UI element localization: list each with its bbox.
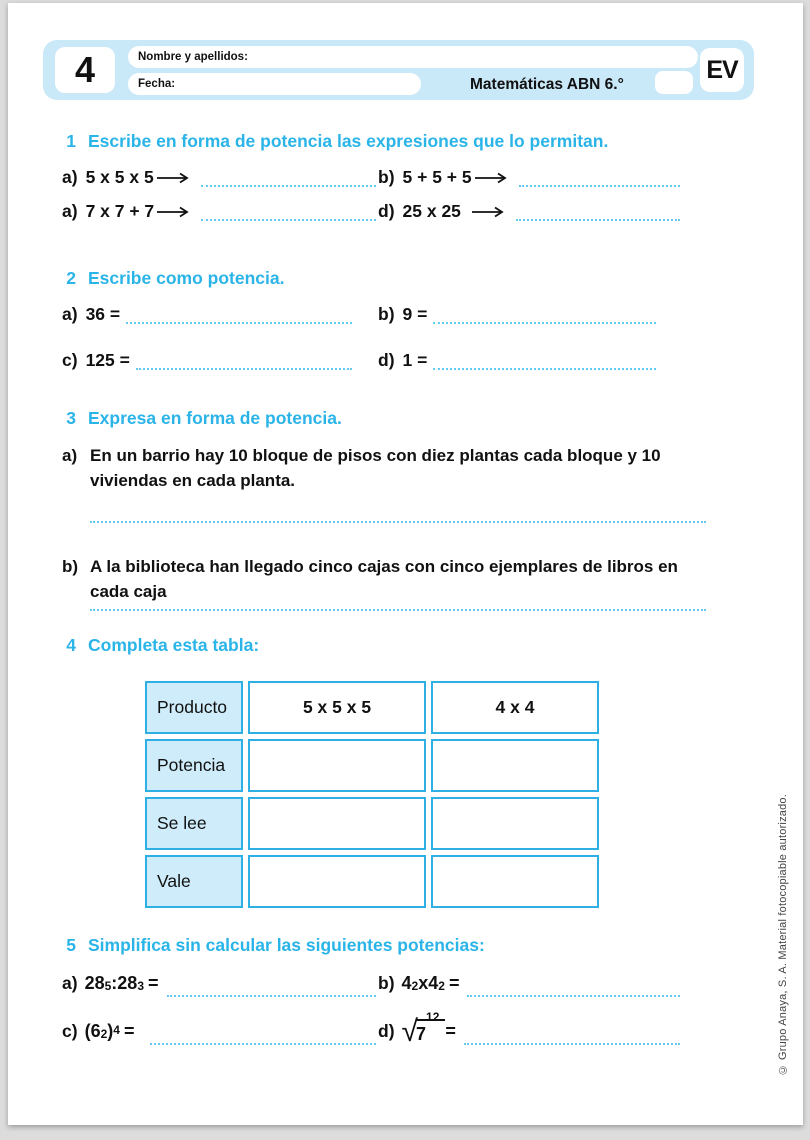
exercise-3 [62, 407, 710, 611]
date-field-label: Fecha: [138, 78, 176, 90]
exercise-number: 3 [66, 408, 76, 428]
exercise-title-text: Simplifica sin calcular las siguientes potencias: [88, 935, 485, 955]
item-letter: c) [62, 350, 78, 370]
operator: x [418, 973, 429, 993]
table-row-label: Potencia [145, 739, 243, 792]
answer-blank[interactable] [519, 169, 680, 187]
equals-sign: = [123, 1021, 135, 1041]
ex5-item-a: a) 28 $^5$ : 28 $^3$ = [62, 968, 378, 998]
ex5-item-c: c) ( 6 $^2$ ) $^4$ = [62, 1016, 378, 1046]
item-expression: 9 = [402, 304, 428, 324]
arrow-right-icon [156, 172, 190, 184]
exercise-1-title [62, 130, 710, 152]
answer-blank[interactable] [126, 306, 352, 324]
item-letter: b) [62, 557, 79, 576]
exercise-title-text: Escribe en forma de potencia las expresiones que lo permitan. [88, 131, 609, 151]
square-root [401, 1010, 446, 1048]
item-expression: 5 + 5 + 5 [402, 167, 472, 187]
answer-blank[interactable] [90, 519, 706, 523]
item-letter: d) [378, 201, 395, 221]
exercise-title-text: Completa esta tabla: [88, 635, 260, 655]
item-letter: c) [62, 1021, 78, 1041]
item-letter: a) [62, 167, 78, 187]
exercise-1 [62, 130, 710, 222]
answer-blank[interactable] [433, 352, 656, 370]
item-text: En un barrio hay 10 bloque de pisos con diez plantas cada bloque y 10 viviendas en cada planta. [90, 446, 661, 490]
powers-table [145, 681, 710, 908]
subject-title: Matemáticas ABN 6.° [470, 76, 624, 93]
ex1-item-a [62, 166, 378, 188]
exponent: 12 [426, 1010, 440, 1024]
ex1-item-b [378, 166, 682, 188]
unit-number-box [55, 47, 115, 93]
worksheet-header [43, 40, 754, 100]
answer-blank[interactable] [201, 169, 376, 187]
ex2-item-c [62, 349, 378, 371]
base: 4 [428, 973, 439, 993]
arrow-right-icon [156, 206, 190, 218]
item-letter: b) [378, 167, 395, 187]
ev-badge [700, 48, 744, 92]
item-expression: 25 x 25 [402, 201, 461, 221]
exercise-3-title [62, 407, 710, 429]
exercise-4-title [62, 634, 710, 656]
arrow-right-icon [474, 172, 508, 184]
item-letter: b) [378, 973, 395, 993]
exercise-2 [62, 267, 710, 371]
item-letter: a) [62, 304, 78, 324]
exercise-2-title [62, 267, 710, 289]
table-row-label: Producto [145, 681, 243, 734]
base: 28 [117, 973, 138, 993]
answer-blank[interactable] [150, 1027, 376, 1045]
score-box[interactable] [655, 71, 693, 94]
item-expression: 1 = [402, 350, 428, 370]
item-expression: 7 x 7 + 7 [85, 201, 155, 221]
base: 28 [84, 973, 105, 993]
table-cell-vale-2[interactable] [431, 855, 599, 908]
answer-blank[interactable] [136, 352, 352, 370]
answer-blank[interactable] [467, 979, 680, 997]
ex2-item-d [378, 349, 682, 371]
answer-blank[interactable] [433, 306, 656, 324]
item-expression: 5 x 5 x 5 [85, 167, 154, 187]
table-row-label: Vale [145, 855, 243, 908]
item-letter: a) [62, 973, 78, 993]
exercise-title-text: Expresa en forma de potencia. [88, 408, 342, 428]
exercise-5 [62, 934, 710, 1046]
item-letter: d) [378, 1021, 395, 1041]
radicand: 7 [416, 1024, 427, 1044]
table-row-label: Se lee [145, 797, 243, 850]
ex1-item-d [378, 200, 682, 222]
table-cell-vale-1[interactable] [248, 855, 426, 908]
item-letter: d) [378, 350, 395, 370]
item-letter: a) [62, 446, 78, 465]
exercise-title-text: Escribe como potencia. [88, 268, 285, 288]
equals-sign: = [448, 973, 460, 993]
base: 6 [90, 1021, 101, 1041]
exercise-4 [62, 634, 710, 908]
exercise-number: 5 [66, 935, 76, 955]
item-letter: b) [378, 304, 395, 324]
exercise-5-title [62, 934, 710, 956]
equals-sign: = [148, 973, 159, 993]
base: 4 [401, 973, 412, 993]
open-paren: ( [84, 1021, 91, 1041]
answer-blank[interactable] [516, 203, 680, 221]
worksheet-page [8, 3, 803, 1125]
ex2-item-a [62, 303, 378, 325]
radical-icon: √ [401, 1015, 418, 1048]
operator: : [111, 973, 118, 993]
ex2-item-b [378, 303, 682, 325]
item-expression: 36 = [85, 304, 121, 324]
table-cell-selee-2[interactable] [431, 797, 599, 850]
table-cell-selee-1[interactable] [248, 797, 426, 850]
answer-blank[interactable] [167, 979, 376, 997]
table-cell-potencia-2[interactable] [431, 739, 599, 792]
table-cell-potencia-1[interactable] [248, 739, 426, 792]
answer-blank[interactable] [464, 1027, 680, 1045]
item-expression: 125 = [85, 350, 130, 370]
table-cell-producto-2: 4 x 4 [431, 681, 599, 734]
exercise-number: 1 [66, 131, 76, 151]
ex1-item-c [62, 200, 378, 222]
date-field[interactable] [128, 73, 421, 95]
copyright-notice: © Grupo Anaya, S. A. Material fotocopiable autorizado. [777, 793, 789, 1075]
equals-sign: = [445, 1021, 456, 1041]
answer-blank[interactable] [201, 203, 376, 221]
table-cell-producto-1: 5 x 5 x 5 [248, 681, 426, 734]
ex5-item-b: b) 4 $^2$ x 4 $^2$ = [378, 968, 682, 998]
ex3-item-a [62, 443, 710, 493]
answer-blank[interactable] [90, 607, 706, 611]
ex5-item-d [378, 1010, 682, 1048]
unit-number: 4 [74, 49, 96, 90]
name-field[interactable] [128, 46, 698, 68]
arrow-right-icon [471, 206, 505, 218]
ev-badge-label: EV [706, 55, 738, 84]
exercise-number: 4 [66, 635, 76, 655]
name-field-label: Nombre y apellidos: [138, 51, 248, 63]
exercise-number: 2 [66, 268, 76, 288]
ex3-item-b [62, 554, 710, 604]
close-paren: ) [107, 1021, 114, 1041]
item-text: A la biblioteca han llegado cinco cajas con cinco ejemplares de libros en cada caja [90, 557, 678, 601]
item-letter: a) [62, 201, 78, 221]
